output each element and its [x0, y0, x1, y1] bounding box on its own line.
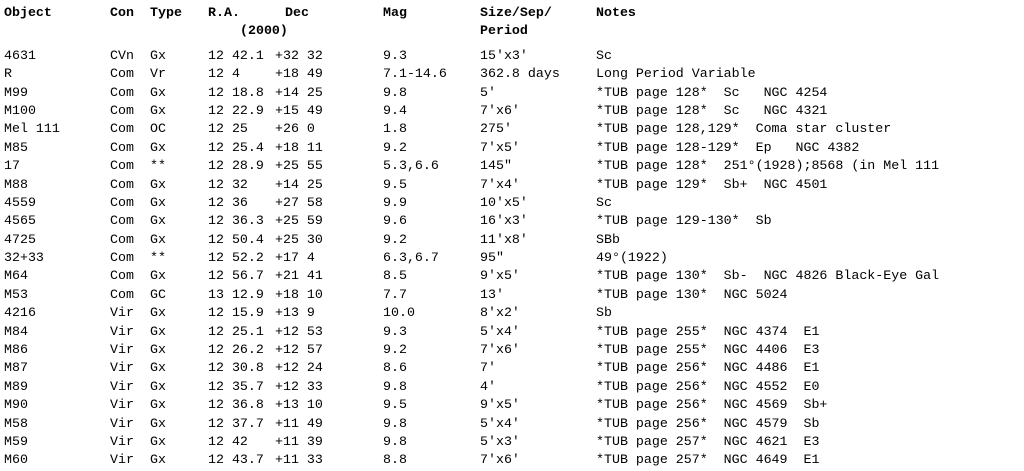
- cell-ra: 12 18.8: [208, 84, 264, 100]
- header-con: Con: [110, 5, 134, 20]
- cell-dec: +18 11: [275, 139, 323, 155]
- table-row: [4, 249, 1020, 267]
- cell-size: 145": [480, 158, 512, 174]
- cell-notes: Sc: [596, 194, 612, 210]
- cell-notes: *TUB page 257* NGC 4649 E1: [596, 452, 820, 468]
- cell-mag: 7.1-14.6: [383, 66, 447, 82]
- cell-con: Vir: [110, 360, 134, 376]
- cell-dec: +11 39: [275, 434, 323, 449]
- cell-size: 4': [480, 378, 496, 394]
- cell-dec: +17 4: [275, 250, 315, 266]
- cell-object: M59: [4, 434, 28, 449]
- cell-mag: 9.8: [383, 84, 407, 100]
- cell-mag: 8.5: [383, 268, 407, 284]
- table-row: [4, 176, 1020, 194]
- cell-object: 32+33: [4, 250, 44, 266]
- table-header: [4, 4, 1020, 41]
- cell-object: M86: [4, 342, 28, 358]
- cell-dec: +26 0: [275, 121, 315, 137]
- cell-object: M53: [4, 286, 28, 302]
- header-epoch: (2000): [240, 23, 288, 39]
- cell-type: Gx: [150, 47, 166, 63]
- cell-object: M88: [4, 176, 28, 192]
- cell-notes: *TUB page 129* Sb+ NGC 4501: [596, 176, 828, 192]
- cell-size: 7'x6': [480, 342, 520, 358]
- cell-mag: 9.8: [383, 415, 407, 431]
- cell-notes: *TUB page 130* NGC 5024: [596, 286, 788, 302]
- object-catalog-table: [4, 4, 1020, 470]
- cell-size: 7'x4': [480, 176, 520, 192]
- cell-size: 13': [480, 286, 504, 302]
- cell-ra: 12 15.9: [208, 305, 264, 321]
- table-row: [4, 212, 1020, 230]
- cell-type: Vr: [150, 66, 166, 82]
- cell-object: M89: [4, 378, 28, 394]
- cell-dec: +12 24: [275, 360, 323, 376]
- cell-dec: +14 25: [275, 176, 323, 192]
- cell-dec: +18 10: [275, 286, 323, 302]
- cell-dec: +25 55: [275, 158, 323, 174]
- cell-notes: Sb: [596, 305, 612, 321]
- cell-ra: 12 50.4: [208, 231, 264, 247]
- cell-notes: *TUB page 256* NGC 4486 E1: [596, 360, 820, 376]
- cell-type: Gx: [150, 415, 166, 431]
- cell-type: **: [150, 158, 166, 174]
- cell-type: Gx: [150, 231, 166, 247]
- cell-type: Gx: [150, 305, 166, 321]
- cell-object: 4216: [4, 305, 36, 321]
- table-row: [4, 378, 1020, 396]
- cell-ra: 12 28.9: [208, 158, 264, 174]
- cell-type: Gx: [150, 378, 166, 394]
- cell-type: Gx: [150, 194, 166, 210]
- cell-notes: *TUB page 128,129* Coma star cluster: [596, 121, 892, 137]
- cell-object: M64: [4, 268, 28, 284]
- table-row: [4, 359, 1020, 377]
- cell-ra: 12 35.7: [208, 378, 264, 394]
- table-row: [4, 396, 1020, 414]
- cell-ra: 12 52.2: [208, 250, 264, 266]
- cell-size: 8'x2': [480, 305, 520, 321]
- cell-dec: +21 41: [275, 268, 323, 284]
- cell-object: M58: [4, 415, 28, 431]
- cell-con: Com: [110, 194, 134, 210]
- cell-type: Gx: [150, 176, 166, 192]
- cell-notes: *TUB page 128* 251°(1928);8568 (in Mel 111: [596, 158, 940, 174]
- cell-object: 4631: [4, 47, 36, 63]
- table-row: [4, 304, 1020, 322]
- cell-mag: 7.7: [383, 286, 407, 302]
- table-row: [4, 451, 1020, 469]
- cell-size: 7': [480, 360, 496, 376]
- cell-size: 362.8 days: [480, 66, 560, 82]
- cell-dec: +11 33: [275, 452, 323, 468]
- cell-mag: 9.2: [383, 342, 407, 358]
- table-row: [4, 157, 1020, 175]
- cell-mag: 9.4: [383, 102, 407, 118]
- cell-con: Com: [110, 84, 134, 100]
- cell-mag: 9.9: [383, 194, 407, 210]
- cell-notes: *TUB page 256* NGC 4552 E0: [596, 378, 820, 394]
- table-row: [4, 194, 1020, 212]
- cell-dec: +32 32: [275, 47, 323, 63]
- cell-size: 7'x5': [480, 139, 520, 155]
- cell-mag: 9.3: [383, 47, 407, 63]
- cell-type: Gx: [150, 84, 166, 100]
- cell-con: Vir: [110, 415, 134, 431]
- cell-size: 7'x6': [480, 452, 520, 468]
- cell-dec: +15 49: [275, 102, 323, 118]
- cell-con: Vir: [110, 323, 134, 339]
- cell-ra: 12 4: [208, 66, 240, 82]
- cell-con: Com: [110, 286, 134, 302]
- cell-ra: 12 25.1: [208, 323, 264, 339]
- header-type: Type: [150, 5, 182, 20]
- cell-ra: 13 12.9: [208, 286, 264, 302]
- cell-notes: *TUB page 256* NGC 4569 Sb+: [596, 397, 828, 413]
- table-row: [4, 433, 1020, 451]
- cell-dec: +13 9: [275, 305, 315, 321]
- cell-type: Gx: [150, 342, 166, 358]
- cell-size: 275': [480, 121, 512, 137]
- cell-mag: 8.8: [383, 452, 407, 468]
- cell-ra: 12 25.4: [208, 139, 264, 155]
- cell-type: Gx: [150, 360, 166, 376]
- cell-size: 16'x3': [480, 213, 528, 229]
- table-row: [4, 267, 1020, 285]
- cell-notes: *TUB page 129-130* Sb: [596, 213, 772, 229]
- cell-dec: +13 10: [275, 397, 323, 413]
- cell-mag: 9.2: [383, 139, 407, 155]
- cell-mag: 9.6: [383, 213, 407, 229]
- table-row: [4, 84, 1020, 102]
- header-ra: R.A.: [208, 5, 240, 20]
- cell-dec: +25 59: [275, 213, 323, 229]
- cell-con: Vir: [110, 434, 134, 449]
- cell-mag: 9.8: [383, 434, 407, 449]
- cell-size: 10'x5': [480, 194, 528, 210]
- cell-con: Com: [110, 231, 134, 247]
- cell-type: Gx: [150, 268, 166, 284]
- cell-type: Gx: [150, 452, 166, 468]
- cell-dec: +18 49: [275, 66, 323, 82]
- cell-object: 17: [4, 158, 20, 174]
- cell-object: M84: [4, 323, 28, 339]
- cell-ra: 12 30.8: [208, 360, 264, 376]
- cell-notes: 49°(1922): [596, 250, 668, 266]
- header-notes: Notes: [596, 5, 636, 20]
- cell-notes: *TUB page 130* Sb- NGC 4826 Black-Eye Gal: [596, 268, 940, 284]
- cell-dec: +27 58: [275, 194, 323, 210]
- cell-ra: 12 42: [208, 434, 248, 449]
- cell-type: **: [150, 250, 166, 266]
- cell-mag: 8.6: [383, 360, 407, 376]
- cell-con: Vir: [110, 397, 134, 413]
- table-row: [4, 65, 1020, 83]
- cell-size: 95": [480, 250, 504, 266]
- table-row: [4, 120, 1020, 138]
- cell-mag: 10.0: [383, 305, 415, 321]
- cell-con: Com: [110, 176, 134, 192]
- cell-type: Gx: [150, 213, 166, 229]
- cell-object: M99: [4, 84, 28, 100]
- cell-notes: *TUB page 255* NGC 4406 E3: [596, 342, 820, 358]
- cell-mag: 9.5: [383, 176, 407, 192]
- cell-ra: 12 37.7: [208, 415, 264, 431]
- cell-object: 4725: [4, 231, 36, 247]
- cell-ra: 12 36.3: [208, 213, 264, 229]
- table-row: [4, 47, 1020, 65]
- cell-con: Vir: [110, 452, 134, 468]
- cell-con: Com: [110, 250, 134, 266]
- header-size-line2: Period: [480, 23, 528, 39]
- cell-notes: *TUB page 128* Sc NGC 4321: [596, 102, 828, 118]
- cell-type: GC: [150, 286, 166, 302]
- cell-type: Gx: [150, 397, 166, 413]
- cell-size: 5'x4': [480, 323, 520, 339]
- cell-con: Vir: [110, 342, 134, 358]
- cell-mag: 9.8: [383, 378, 407, 394]
- table-row: [4, 139, 1020, 157]
- cell-size: 11'x8': [480, 231, 528, 247]
- cell-mag: 9.5: [383, 397, 407, 413]
- cell-notes: *TUB page 255* NGC 4374 E1: [596, 323, 820, 339]
- cell-dec: +12 33: [275, 378, 323, 394]
- cell-type: Gx: [150, 323, 166, 339]
- cell-ra: 12 36: [208, 194, 248, 210]
- cell-con: Com: [110, 268, 134, 284]
- cell-dec: +12 53: [275, 323, 323, 339]
- cell-con: Com: [110, 139, 134, 155]
- cell-mag: 6.3,6.7: [383, 250, 439, 266]
- cell-notes: *TUB page 128-129* Ep NGC 4382: [596, 139, 860, 155]
- table-row: [4, 415, 1020, 433]
- cell-notes: Long Period Variable: [596, 66, 756, 82]
- cell-dec: +14 25: [275, 84, 323, 100]
- cell-mag: 9.3: [383, 323, 407, 339]
- cell-object: M100: [4, 102, 36, 118]
- cell-ra: 12 26.2: [208, 342, 264, 358]
- cell-object: Mel 111: [4, 121, 60, 137]
- cell-type: Gx: [150, 139, 166, 155]
- table-row: [4, 102, 1020, 120]
- cell-ra: 12 22.9: [208, 102, 264, 118]
- cell-con: Com: [110, 213, 134, 229]
- cell-object: 4565: [4, 213, 36, 229]
- cell-size: 9'x5': [480, 397, 520, 413]
- table-row: [4, 341, 1020, 359]
- cell-con: Com: [110, 121, 134, 137]
- cell-dec: +11 49: [275, 415, 323, 431]
- cell-object: M90: [4, 397, 28, 413]
- cell-con: Vir: [110, 378, 134, 394]
- cell-object: M60: [4, 452, 28, 468]
- table-body: [4, 47, 1020, 470]
- cell-ra: 12 56.7: [208, 268, 264, 284]
- cell-con: Vir: [110, 305, 134, 321]
- cell-object: M85: [4, 139, 28, 155]
- cell-mag: 1.8: [383, 121, 407, 137]
- cell-dec: +25 30: [275, 231, 323, 247]
- cell-dec: +12 57: [275, 342, 323, 358]
- header-dec: Dec: [285, 5, 309, 20]
- cell-mag: 9.2: [383, 231, 407, 247]
- cell-type: Gx: [150, 102, 166, 118]
- cell-ra: 12 43.7: [208, 452, 264, 468]
- cell-object: 4559: [4, 194, 36, 210]
- cell-size: 9'x5': [480, 268, 520, 284]
- cell-notes: Sc: [596, 47, 612, 63]
- cell-size: 5'x3': [480, 434, 520, 449]
- cell-mag: 5.3,6.6: [383, 158, 439, 174]
- cell-notes: *TUB page 257* NGC 4621 E3: [596, 434, 820, 449]
- cell-type: OC: [150, 121, 166, 137]
- cell-con: CVn: [110, 47, 134, 63]
- header-size-line1: Size/Sep/: [480, 5, 552, 20]
- cell-size: 5': [480, 84, 496, 100]
- cell-size: 7'x6': [480, 102, 520, 118]
- cell-con: Com: [110, 102, 134, 118]
- cell-ra: 12 32: [208, 176, 248, 192]
- cell-notes: SBb: [596, 231, 620, 247]
- header-mag: Mag: [383, 5, 407, 20]
- table-row: [4, 231, 1020, 249]
- cell-size: 5'x4': [480, 415, 520, 431]
- cell-con: Com: [110, 158, 134, 174]
- table-row: [4, 286, 1020, 304]
- cell-ra: 12 36.8: [208, 397, 264, 413]
- table-row: [4, 323, 1020, 341]
- cell-object: M87: [4, 360, 28, 376]
- cell-type: Gx: [150, 434, 166, 449]
- cell-con: Com: [110, 66, 134, 82]
- header-object: Object: [4, 5, 52, 20]
- cell-object: R: [4, 66, 12, 82]
- cell-ra: 12 42.1: [208, 47, 264, 63]
- cell-size: 15'x3': [480, 47, 528, 63]
- cell-notes: *TUB page 256* NGC 4579 Sb: [596, 415, 820, 431]
- cell-notes: *TUB page 128* Sc NGC 4254: [596, 84, 828, 100]
- cell-ra: 12 25: [208, 121, 248, 137]
